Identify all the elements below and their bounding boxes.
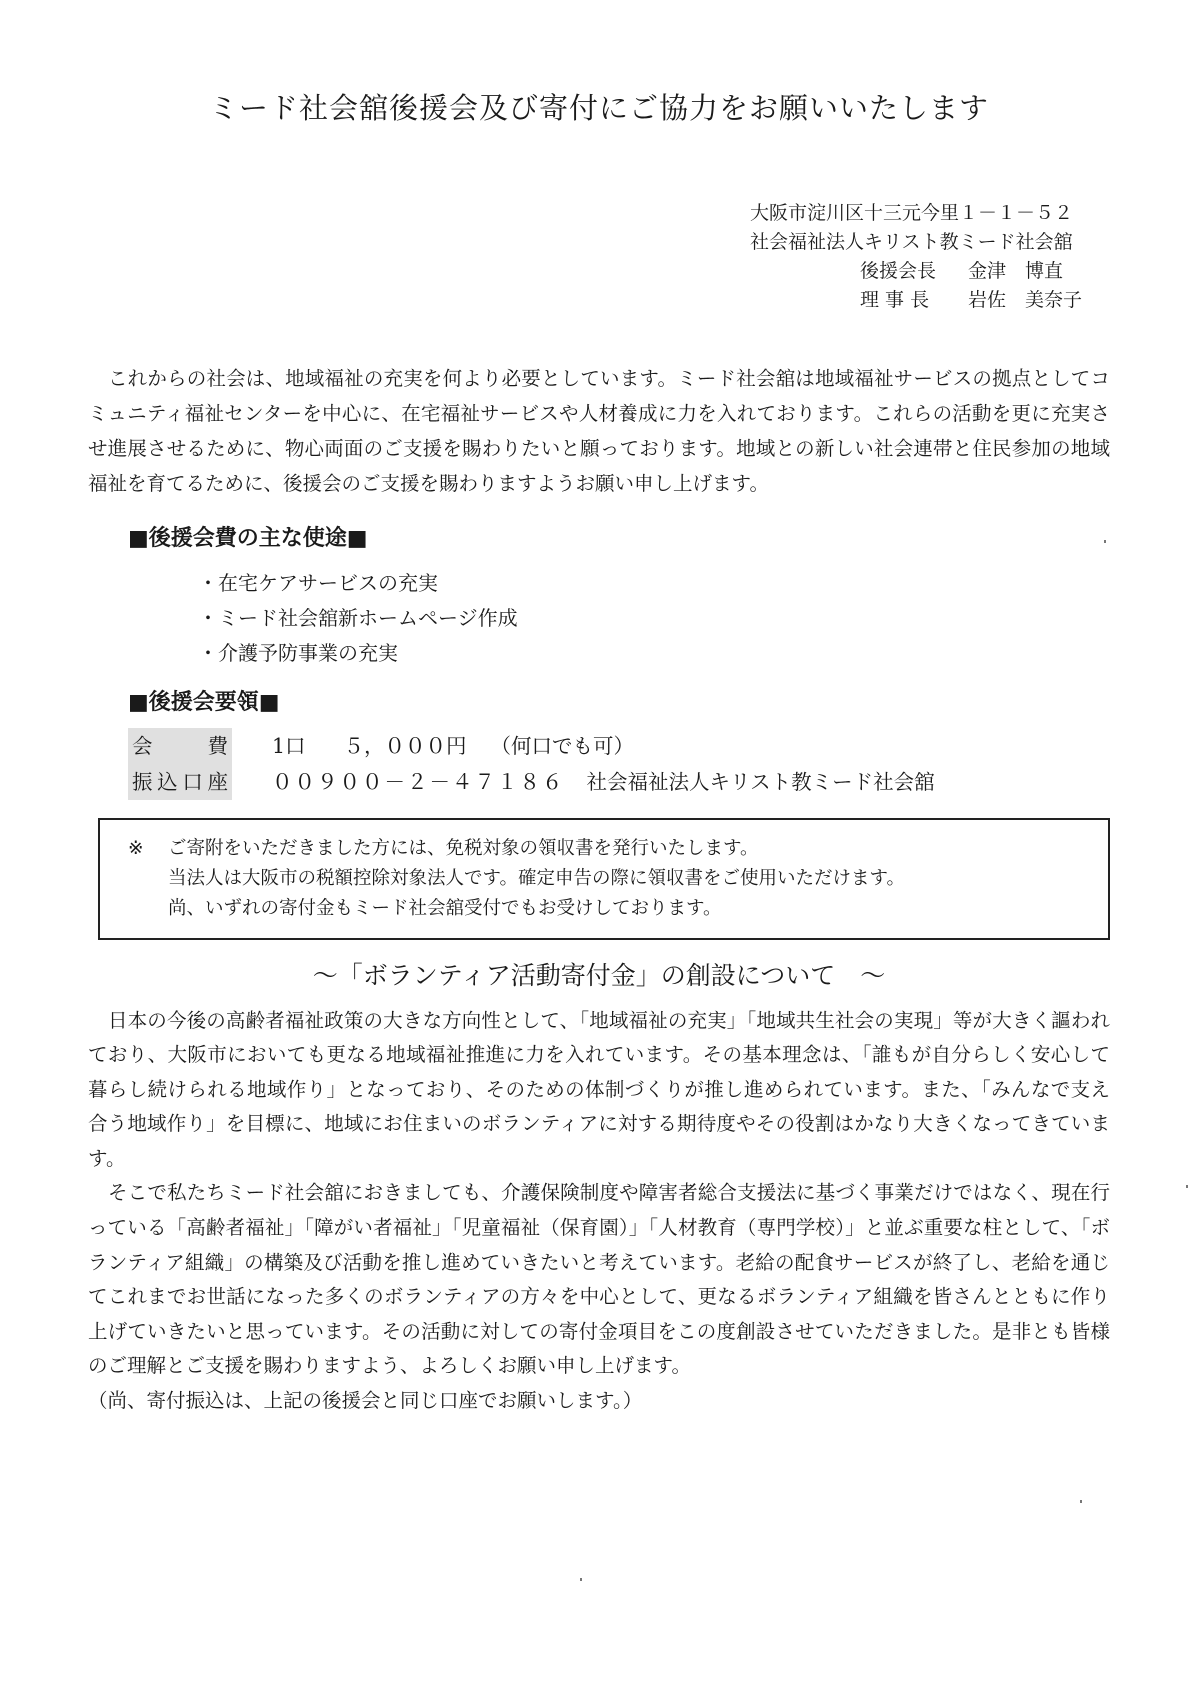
sender-block — [750, 199, 1110, 315]
list-item: ・ミード社会舘新ホームページ作成 — [198, 605, 518, 630]
guidelines-heading: ■後援会要領■ — [128, 688, 280, 715]
volunteer-heading: ～「ボランティア活動寄付金」の創設について ～ — [312, 960, 886, 990]
notice-line: ※ ご寄附をいただきました方には、免税対象の領収書を発行いたします。 — [128, 834, 1088, 864]
scan-speck — [1080, 1500, 1082, 1503]
list-item: ・在宅ケアサービスの充実 — [198, 570, 438, 595]
officer-chairman — [750, 257, 1110, 286]
transfer-row — [128, 764, 1110, 800]
notice-box — [98, 818, 1110, 940]
fee-label: 会費 — [128, 728, 232, 764]
scan-speck — [1186, 1185, 1188, 1188]
notice-line: 尚、いずれの寄付金もミード社会舘受付でもお受けしております。 — [168, 897, 722, 919]
officer-director — [750, 286, 1110, 315]
page-title: ミード社会舘後援会及び寄付にご協力をお願いいたします — [208, 91, 989, 125]
transfer-holder: 社会福祉法人キリスト教ミード社会舘 — [586, 769, 935, 794]
sender-organization: 社会福祉法人キリスト教ミード社会舘 — [750, 231, 1073, 253]
scan-speck — [1104, 540, 1106, 543]
fee-amount: ５，０００円 — [343, 733, 467, 758]
volunteer-paragraph-1: 日本の今後の高齢者福祉政策の大きな方向性として、「地域福祉の充実」「地域共生社会の実現」等が大きく謳われており、大阪市においても更なる地域福祉推進に力を入れています。その基本理念は、「誰もが自分らしく安心して暮らし続けられる地域作り」となっており、そのための体制づくりが推し進められています。また、「みんなで支え合う地域作り」を目標に、地域にお住まいのボランティアに対する期待度やその役割はかなり大きくなってきています。 — [88, 1008, 1110, 1170]
uses-heading: ■後援会費の主な使途■ — [128, 524, 368, 551]
transfer-account: ００９００－２－４７１８６ — [272, 769, 565, 794]
fee-units: 1口 — [272, 733, 306, 758]
officer-role: 理 事 長 — [860, 289, 930, 311]
uses-list — [198, 566, 1110, 671]
notice-line: 当法人は大阪市の税額控除対象法人です。確定申告の際に領収書をご使用いただけます。 — [168, 867, 906, 889]
fee-note: （何口でも可） — [490, 733, 635, 758]
scan-speck — [580, 1578, 582, 1581]
volunteer-paragraph-2: そこで私たちミード社会舘におきましても、介護保険制度や障害者総合支援法に基づく事業だけではなく、現在行っている「高齢者福祉」「障がい者福祉」「児童福祉（保育園）」「人材教育（専門学校）」と並ぶ重要な柱として、「ボランティア組織」の構築及び活動を推し進めていきたいと考えています。老給の配食サービスが終了し、老給を通じてこれまでお世話になった多くのボランティアの方々を中心として、更なるボランティア組織を皆さんとともに作り上げていきたいと思っています。その活動に対しての寄付金項目をこの度創設させていただきました。是非とも皆様のご理解とご支援を賜わりますよう、よろしくお願い申し上げます。 — [88, 1181, 1110, 1378]
sender-address: 大阪市淀川区十三元今里１－１－５２ — [750, 202, 1074, 224]
list-item: ・介護予防事業の充実 — [198, 640, 398, 665]
intro-paragraph: これからの社会は、地域福祉の充実を何より必要としています。ミード社会舘は地域福祉サービスの拠点としてコミュニティ福祉センターを中心に、在宅福祉サービスや人材養成に力を入れております。これらの活動を更に充実させ進展させるために、物心両面のご支援を賜わりたいと願っております。地域との新しい社会連帯と住民参加の地域福祉を育てるために、後援会のご支援を賜わりますようお願い申し上げます。 — [88, 367, 1110, 495]
officer-name: 岩佐 美奈子 — [968, 289, 1083, 311]
fee-row — [128, 728, 1110, 764]
transfer-label: 振込口座 — [128, 764, 232, 800]
transfer-note: （尚、寄付振込は、上記の後援会と同じ口座でお願いします。） — [88, 1389, 643, 1413]
officer-name: 金津 博直 — [968, 260, 1064, 282]
notice-mark: ※ — [128, 837, 144, 859]
officer-role: 後援会長 — [860, 260, 937, 282]
